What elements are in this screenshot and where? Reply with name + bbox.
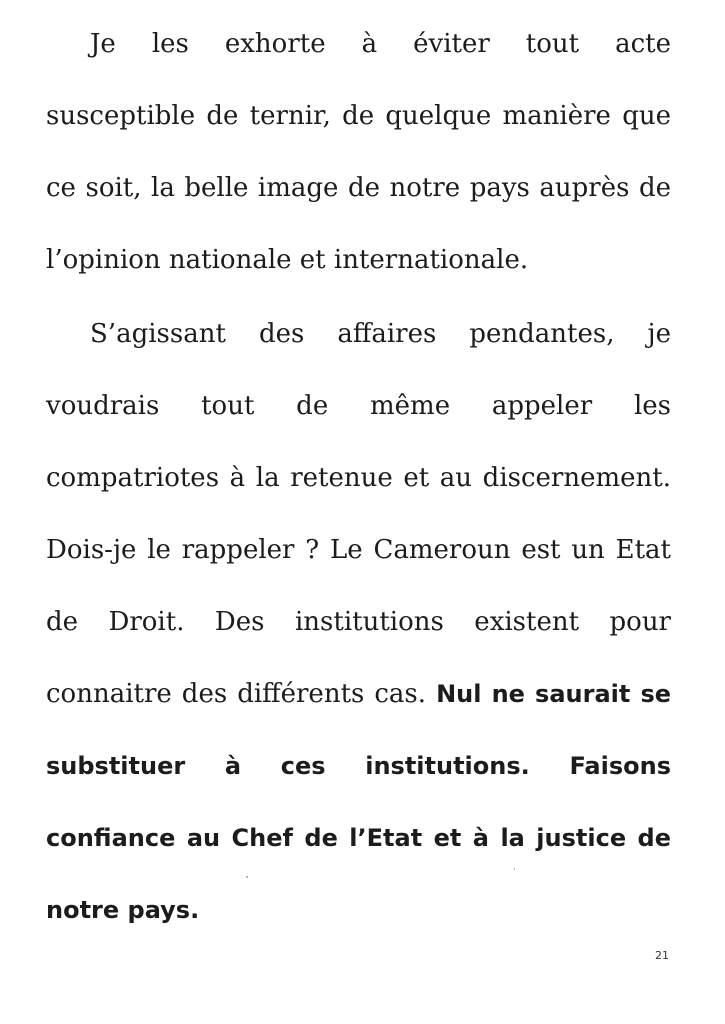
text-line: voudrais tout de même appeler les (46, 391, 671, 421)
text-bold-segment: Nul ne saurait se (436, 680, 671, 708)
text-line: Je les exhorte à éviter tout acte (90, 29, 671, 59)
text-line-bold: confiance au Chef de l’Etat et à la justice de (46, 824, 671, 852)
text-line: susceptible de ternir, de quelque manière que (46, 101, 671, 131)
scan-speck (514, 868, 515, 870)
text-line-bold: notre pays. (46, 896, 200, 924)
text-line: compatriotes à la retenue et au discernement. (46, 463, 671, 493)
text-line-mixed (46, 658, 671, 730)
scan-speck (246, 876, 248, 878)
text-line: Dois-je le rappeler ? Le Cameroun est un Etat (46, 535, 671, 565)
paragraph-2 (46, 298, 671, 946)
text-line: l’opinion nationale et internationale. (46, 245, 529, 275)
text-line: S’agissant des affaires pendantes, je (90, 319, 671, 349)
paragraph-1 (46, 8, 671, 296)
page-number: 21 (655, 949, 669, 962)
text-line: de Droit. Des institutions existent pour (46, 607, 671, 637)
text-line: ce soit, la belle image de notre pays auprès de (46, 173, 671, 203)
text-line-bold: substituer à ces institutions. Faisons (46, 752, 671, 780)
text-regular-segment: connaitre des différents cas. (46, 679, 427, 709)
